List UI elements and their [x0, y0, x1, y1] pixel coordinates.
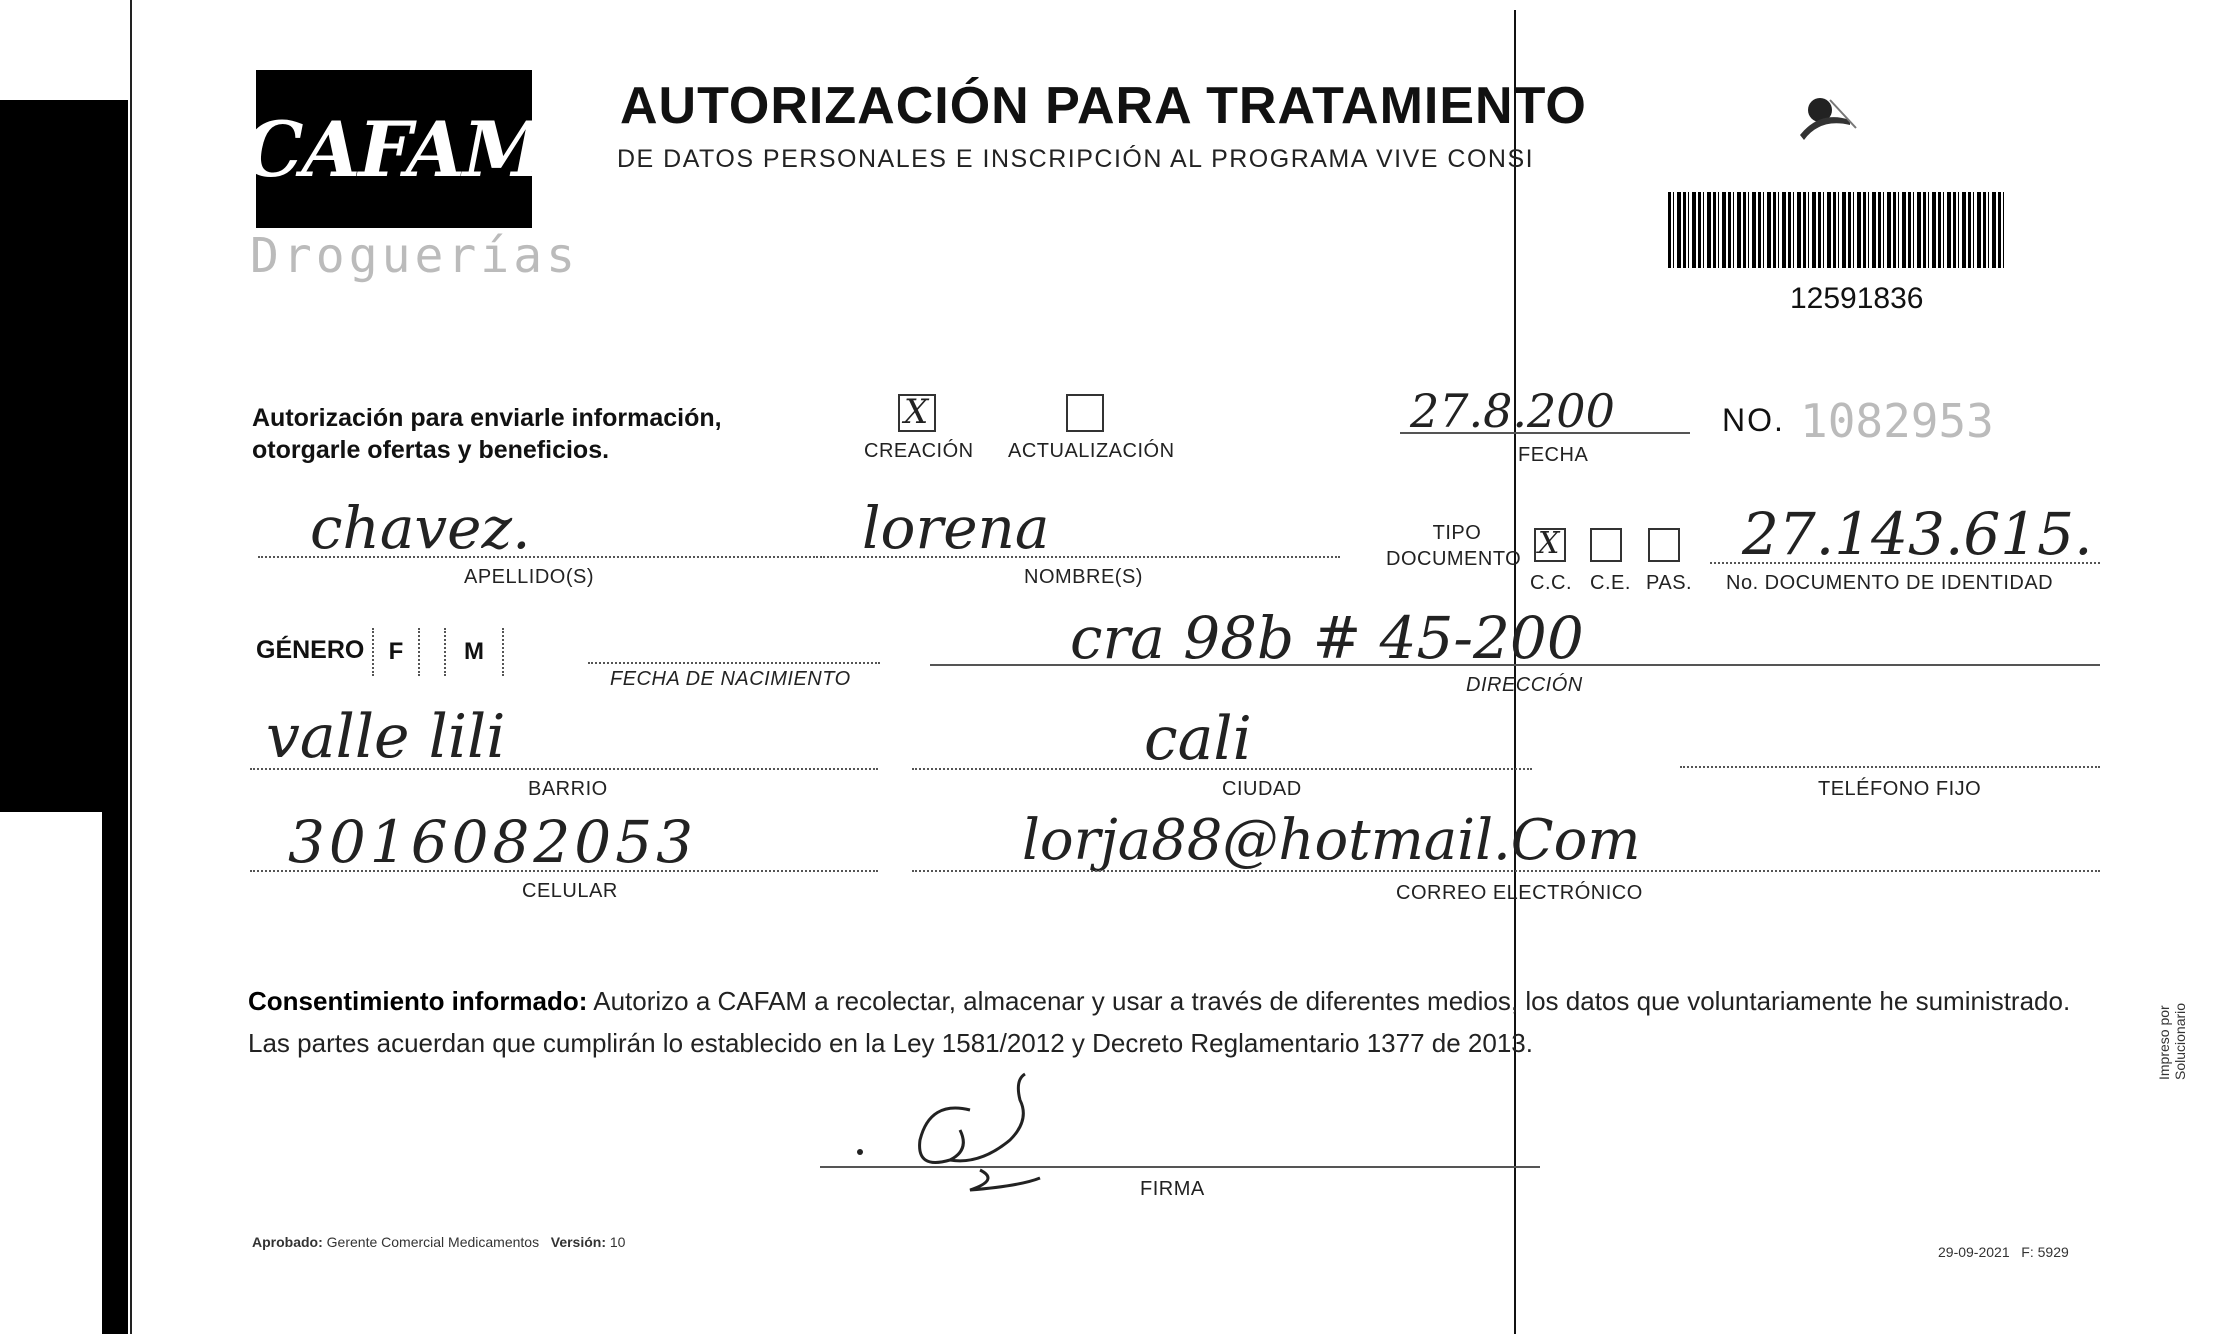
- firma-line[interactable]: [820, 1166, 1540, 1168]
- barrio-line: [250, 768, 878, 770]
- genero-m-label: M: [464, 638, 484, 665]
- genero-m-option[interactable]: [444, 628, 504, 676]
- correo-line: [912, 870, 2100, 872]
- cc-check-mark: X: [1538, 526, 1560, 561]
- nombres-value[interactable]: lorena: [862, 494, 1050, 562]
- consent-heading: Consentimiento informado:: [248, 986, 588, 1016]
- documento-line: [1710, 562, 2100, 564]
- creacion-check-mark: X: [904, 392, 929, 432]
- vertical-note: Impreso por Solucionario: [2156, 1002, 2188, 1080]
- footer-aprobado: [252, 1234, 625, 1250]
- consent-line-1: [248, 980, 2118, 1022]
- ciudad-label: CIUDAD: [1222, 778, 1302, 800]
- barcode-number: 12591836: [1790, 282, 1924, 315]
- footer-codes: [1938, 1244, 2069, 1260]
- genero-f-option[interactable]: [372, 628, 420, 676]
- form-code: F: 5929: [2021, 1244, 2069, 1260]
- signature-image: [820, 1070, 1160, 1200]
- cafam-logo: [242, 70, 546, 228]
- cc-checkbox[interactable]: [1534, 528, 1566, 562]
- numero-label: NO.: [1722, 402, 1785, 438]
- barrio-value[interactable]: valle lili: [266, 702, 506, 772]
- logo-subtitle: Droguerías: [250, 228, 579, 284]
- document-title: AUTORIZACIÓN PARA TRATAMIENTO: [620, 77, 1587, 135]
- apellidos-line: [258, 556, 818, 558]
- genero-label: GÉNERO: [256, 636, 365, 664]
- nacimiento-label: FECHA DE NACIMIENTO: [610, 668, 851, 690]
- direccion-label: DIRECCIÓN: [1466, 674, 1583, 696]
- correo-label: CORREO ELECTRÓNICO: [1396, 882, 1643, 904]
- nombres-label: NOMBRE(S): [1024, 566, 1143, 588]
- creacion-label: CREACIÓN: [864, 440, 974, 462]
- ce-label: C.E.: [1590, 572, 1631, 594]
- apellidos-label: APELLIDO(S): [464, 566, 594, 588]
- genero-f-label: F: [388, 638, 404, 665]
- numero-value: 1082953: [1800, 394, 1994, 448]
- logo-text: CAFAM: [242, 104, 546, 194]
- fold-line: [1514, 10, 1516, 1334]
- aprobado-label: Aprobado:: [252, 1234, 323, 1250]
- telefono-line[interactable]: [1680, 766, 2100, 768]
- celular-label: CELULAR: [522, 880, 618, 902]
- ciudad-line: [912, 768, 1532, 770]
- consent-text-2: Las partes acuerdan que cumplirán lo establecido en la Ley 1581/2012 y Decreto Reglamentario 1377 de 2013.: [248, 1028, 1533, 1058]
- nombres-line: [820, 556, 1340, 558]
- intro-line-2: otorgarle ofertas y beneficios.: [252, 436, 610, 464]
- direccion-line: [930, 664, 2100, 666]
- fecha-value[interactable]: 27.8.200: [1410, 384, 1615, 438]
- version-label: Versión:: [550, 1234, 606, 1250]
- intro-line-1: Autorización para enviarle información,: [252, 404, 722, 432]
- documento-value[interactable]: 27.143.615.: [1742, 500, 2093, 568]
- scan-border-left: [0, 100, 128, 812]
- ce-checkbox[interactable]: [1590, 528, 1622, 562]
- actualizacion-checkbox[interactable]: [1066, 394, 1104, 432]
- celular-line: [250, 870, 878, 872]
- actualizacion-label: ACTUALIZACIÓN: [1008, 440, 1175, 462]
- tipo-doc-label-2: DOCUMENTO: [1386, 548, 1522, 570]
- pas-label: PAS.: [1646, 572, 1693, 594]
- apellidos-value[interactable]: chavez.: [310, 494, 531, 562]
- barrio-label: BARRIO: [528, 778, 608, 800]
- pas-checkbox[interactable]: [1648, 528, 1680, 562]
- celular-value[interactable]: 3016082053: [288, 808, 698, 876]
- creacion-checkbox[interactable]: [898, 394, 936, 432]
- date-code: 29-09-2021: [1938, 1244, 2010, 1260]
- direccion-value[interactable]: cra 98b # 45-200: [1070, 604, 1584, 672]
- barcode: [1668, 192, 2004, 268]
- firma-label: FIRMA: [1140, 1178, 1205, 1200]
- nacimiento-line[interactable]: [588, 662, 880, 664]
- document-subtitle: DE DATOS PERSONALES E INSCRIPCIÓN AL PROGRAMA VIVE CONSI: [617, 145, 1535, 173]
- fecha-line: [1400, 432, 1690, 434]
- consent-text-1: Autorizo a CAFAM a recolectar, almacenar y usar a través de diferentes medios, los datos que voluntariamente he suministrado.: [587, 986, 2071, 1016]
- intro-text: [252, 402, 722, 466]
- seal-icon: [1790, 80, 1860, 150]
- telefono-label: TELÉFONO FIJO: [1818, 778, 1982, 800]
- ciudad-value[interactable]: cali: [1144, 704, 1252, 774]
- tipo-doc-label-1: TIPO: [1432, 522, 1482, 544]
- cc-label: C.C.: [1530, 572, 1572, 594]
- scan-border-bottom-left: [102, 812, 128, 1334]
- aprobado-value: Gerente Comercial Medicamentos: [326, 1234, 540, 1250]
- correo-value[interactable]: lorja88@hotmail.Com: [1022, 808, 1641, 873]
- version-value: 10: [609, 1234, 626, 1250]
- scan-edge-line: [130, 0, 132, 1334]
- consent-paragraph: [248, 980, 2118, 1064]
- fecha-label: FECHA: [1518, 444, 1589, 466]
- documento-label: No. DOCUMENTO DE IDENTIDAD: [1726, 572, 2054, 594]
